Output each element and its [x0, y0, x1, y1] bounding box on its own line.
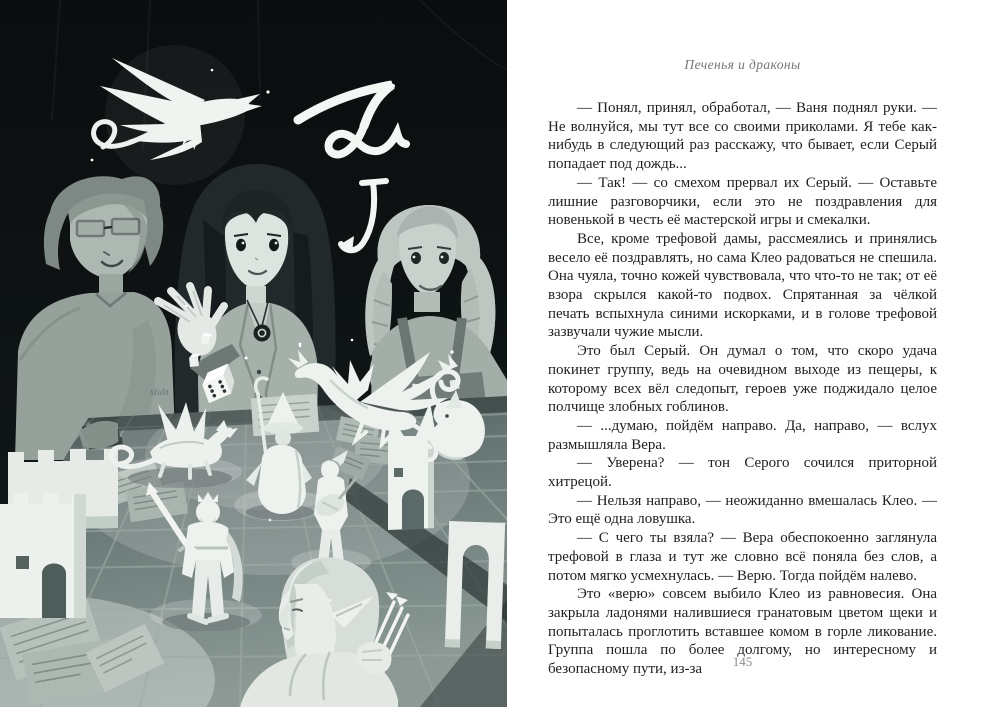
paragraph: — Так! — со смехом прервал их Серый. — Оставьте лишние разговорчики, если это не поздравления для новенькой в честь её мастерской игры и смекалки.	[548, 174, 937, 229]
paragraph: — Уверена? — тон Серого сочился приторной хитрецой.	[548, 455, 937, 491]
paragraph: Это был Серый. Он думал о том, что скоро удача покинет группу, ведь на очевидном выходе из пещеры, к которому всех вёл следопыт, героев уже поджидало целое полчище злобных гоблинов.	[548, 343, 937, 416]
paragraph: — С чего ты взяла? — Вера обеспокоенно заглянула трефовой в глаза и тут же словно всё поняла без слов, а потом мягко усмехнулась. — Верю. Тогда пойдём налево.	[548, 530, 937, 584]
paragraph: Все, кроме трефовой дамы, рассмеялись и принялись весело её поздравлять, но сама Клео радоваться не спешила. Она чуяла, точно кожей чувствовала, что что-то не так; от её взора скрылся какой-то подвох. Спрятанная за чёлкой печать вспыхнула синими искорками, и в голове трефовой зазвучали чужие мысли.	[548, 230, 937, 341]
body-text	[548, 99, 937, 679]
page-number: 145	[732, 654, 753, 669]
paragraph: Это «верю» совсем выбило Клео из равновесия. Она закрыла ладонями налившиеся гранатовым цветом щеки и попыталась проглотить вставшее комом в горле ликование. Группа пошла по более долгому, но интересному и безопасному пути, из-за	[548, 586, 937, 678]
paragraph: — ...думаю, пойдём направо. Да, направо, — вслух размышляла Вера.	[548, 417, 937, 453]
paragraph: — Нельзя направо, — неожиданно вмешалась Клео. — Это ещё одна ловушка.	[548, 492, 937, 528]
running-header: Печенья и драконы	[684, 57, 801, 72]
castle-keep-left	[0, 493, 86, 618]
pendant	[254, 325, 271, 342]
artist-signature: Mida	[149, 386, 170, 398]
paragraph: — Понял, принял, обработал, — Ваня поднял руки. — Не волнуйся, мы тут все со своими приколами. Я тебе как-нибудь в следующий раз расскажу, что бывает, если Серый попадает под дождь...	[548, 100, 937, 173]
text-page	[507, 0, 1000, 707]
